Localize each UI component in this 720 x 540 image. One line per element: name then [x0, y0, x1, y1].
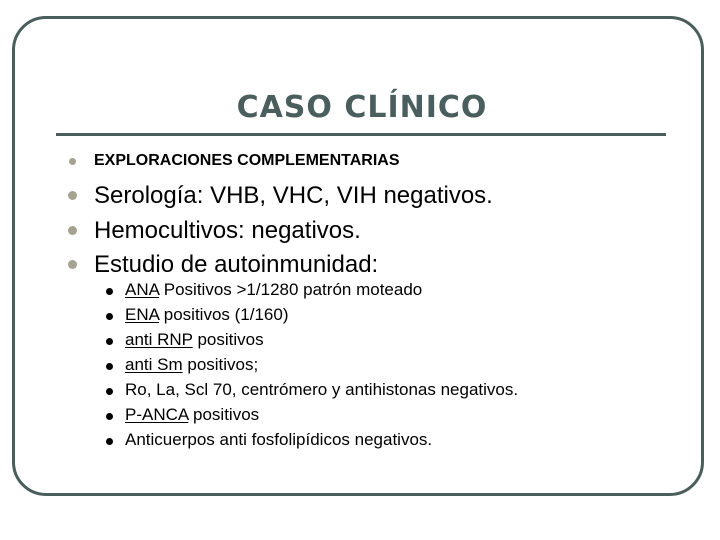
bullet-dot [69, 158, 76, 165]
bullet-text: Hemocultivos: negativos. [94, 217, 361, 244]
subbullet-underlined: ANA [125, 280, 160, 299]
subbullet-text [125, 280, 422, 300]
subbullet-rest: positivos [192, 330, 264, 349]
slide-title [0, 88, 720, 128]
subbullet-rest: positivos (1/160) [159, 305, 289, 324]
subbullet-rest: Anticuerpos anti fosfolipídicos negativos. [125, 430, 433, 449]
subbullet-underlined: P-ANCA [125, 405, 189, 424]
subbullet-rest: Positivos >1/1280 patrón moteado [159, 280, 423, 299]
bullet-text: Estudio de autoinmunidad: [94, 251, 379, 278]
slide-title-text: CASO CLÍNICO [236, 90, 488, 125]
subbullet-rest: positivos; [182, 355, 259, 374]
bullet-dot [68, 226, 77, 235]
subbullet-dot [106, 438, 113, 445]
subbullet-dot [106, 363, 113, 370]
subbullet-rest: Ro, La, Scl 70, centrómero y antihistonas negativos. [125, 380, 519, 399]
subbullet-text [125, 355, 258, 375]
subbullet-underlined: anti RNP [125, 330, 193, 349]
subbullet-text [125, 380, 518, 400]
subbullet-underlined: ENA [125, 305, 160, 324]
subbullet-text [125, 330, 264, 350]
subbullet-dot [106, 388, 113, 395]
subbullet-text [125, 430, 432, 450]
bullet-text: EXPLORACIONES COMPLEMENTARIAS [94, 152, 400, 169]
title-underline [56, 133, 666, 136]
subbullet-rest: positivos [188, 405, 260, 424]
subbullet-text [125, 305, 288, 325]
subbullet-dot [106, 313, 113, 320]
bullet-dot [68, 191, 77, 200]
bullet-dot [68, 260, 77, 269]
subbullet-dot [106, 288, 113, 295]
bullet-text: Serología: VHB, VHC, VIH negativos. [94, 182, 493, 209]
subbullet-text [125, 405, 259, 425]
subbullet-dot [106, 413, 113, 420]
subbullet-underlined: anti Sm [125, 355, 183, 374]
subbullet-dot [106, 338, 113, 345]
